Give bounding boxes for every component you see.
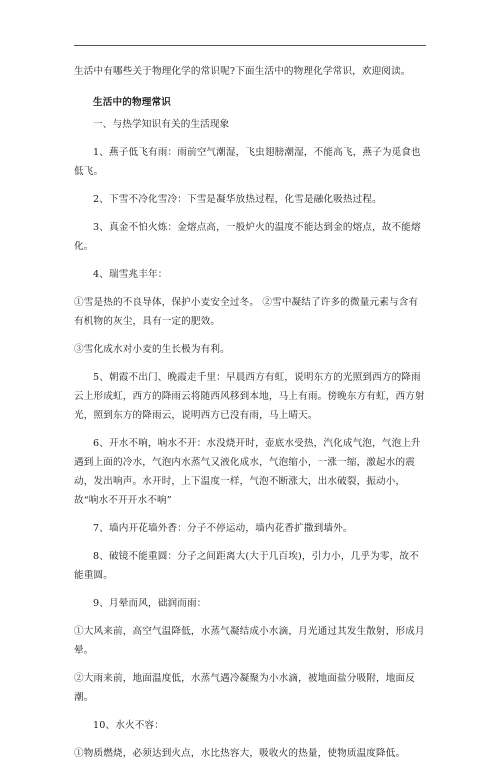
list-item: 6、开水不响，响水不开：水没烧开时，壶底水受热，汽化成气泡，气泡上升遇到上面的冷水，气泡内水蒸气又液化成水，气泡缩小，一涨一缩，激起水的震动，发出响声。水开时，上下温度一样，气泡不断涨大，出水破裂，振动小，故“响水不开开水不响” [74, 438, 421, 506]
list-item: 10、水火不容： [93, 720, 164, 731]
list-item: 7、墙内开花墙外香：分子不停运动，墙内花香扩撒到墙外。 [93, 523, 353, 534]
list-item: 4、瑞雪兆丰年： [93, 269, 168, 280]
list-item: 5、朝霞不出门、晚霞走千里：早晨西方有虹，说明东方的光照到西方的降雨云上形成虹，西方的降雨云将随西风移到本地，马上有雨。傍晚东方有虹，西方射光，照到东方的降雨云，说明西方已没有雨，马上晴天。 [74, 372, 425, 421]
list-item: ①物质燃烧，必须达到火点，水比热容大，吸收火的热量，使物质温度降低。 [74, 748, 406, 759]
list-item: ①雪是热的不良导体，保护小麦安全过冬。 ②雪中凝结了许多的微量元素与含有有机物的灰尘，具有一定的肥效。 [74, 297, 419, 327]
list-item: ①大风来前，高空气温降低，水蒸气凝结成小水滴，月光通过其发生散射，形成月晕。 [74, 626, 425, 656]
list-item: 9、月晕而风，础润而雨： [93, 598, 207, 609]
list-item: 2、下雪不冷化雪冷：下雪是凝华放热过程，化雪是融化吸热过程。 [93, 194, 382, 205]
list-item: 1、燕子低飞有雨：雨前空气潮湿，飞虫翅膀潮湿，不能高飞，燕子为觅食也低飞。 [74, 147, 421, 177]
article-heading: 生活中的物理常识 [93, 97, 171, 108]
section-title: 一、与热学知识有关的生活现象 [93, 119, 230, 130]
intro-paragraph: 生活中有哪些关于物理化学的常识呢?下面生活中的物理化学常识，欢迎阅读。 [74, 66, 411, 77]
list-item: 3、真金不怕火炼：金熔点高，一般炉火的温度不能达到金的熔点，故不能熔化。 [74, 222, 421, 252]
list-item: 8、破镜不能重圆：分子之间距离大(大于几百埃)，引力小，几乎为零，故不能重圆。 [74, 551, 419, 581]
document-body [74, 62, 426, 772]
top-rule [74, 45, 426, 46]
list-item: ③雪化成水对小麦的生长极为有利。 [74, 344, 230, 355]
list-item: ②大雨来前，地面温度低，水蒸气遇冷凝聚为小水滴，被地面盐分吸附，地面反潮。 [74, 673, 416, 703]
